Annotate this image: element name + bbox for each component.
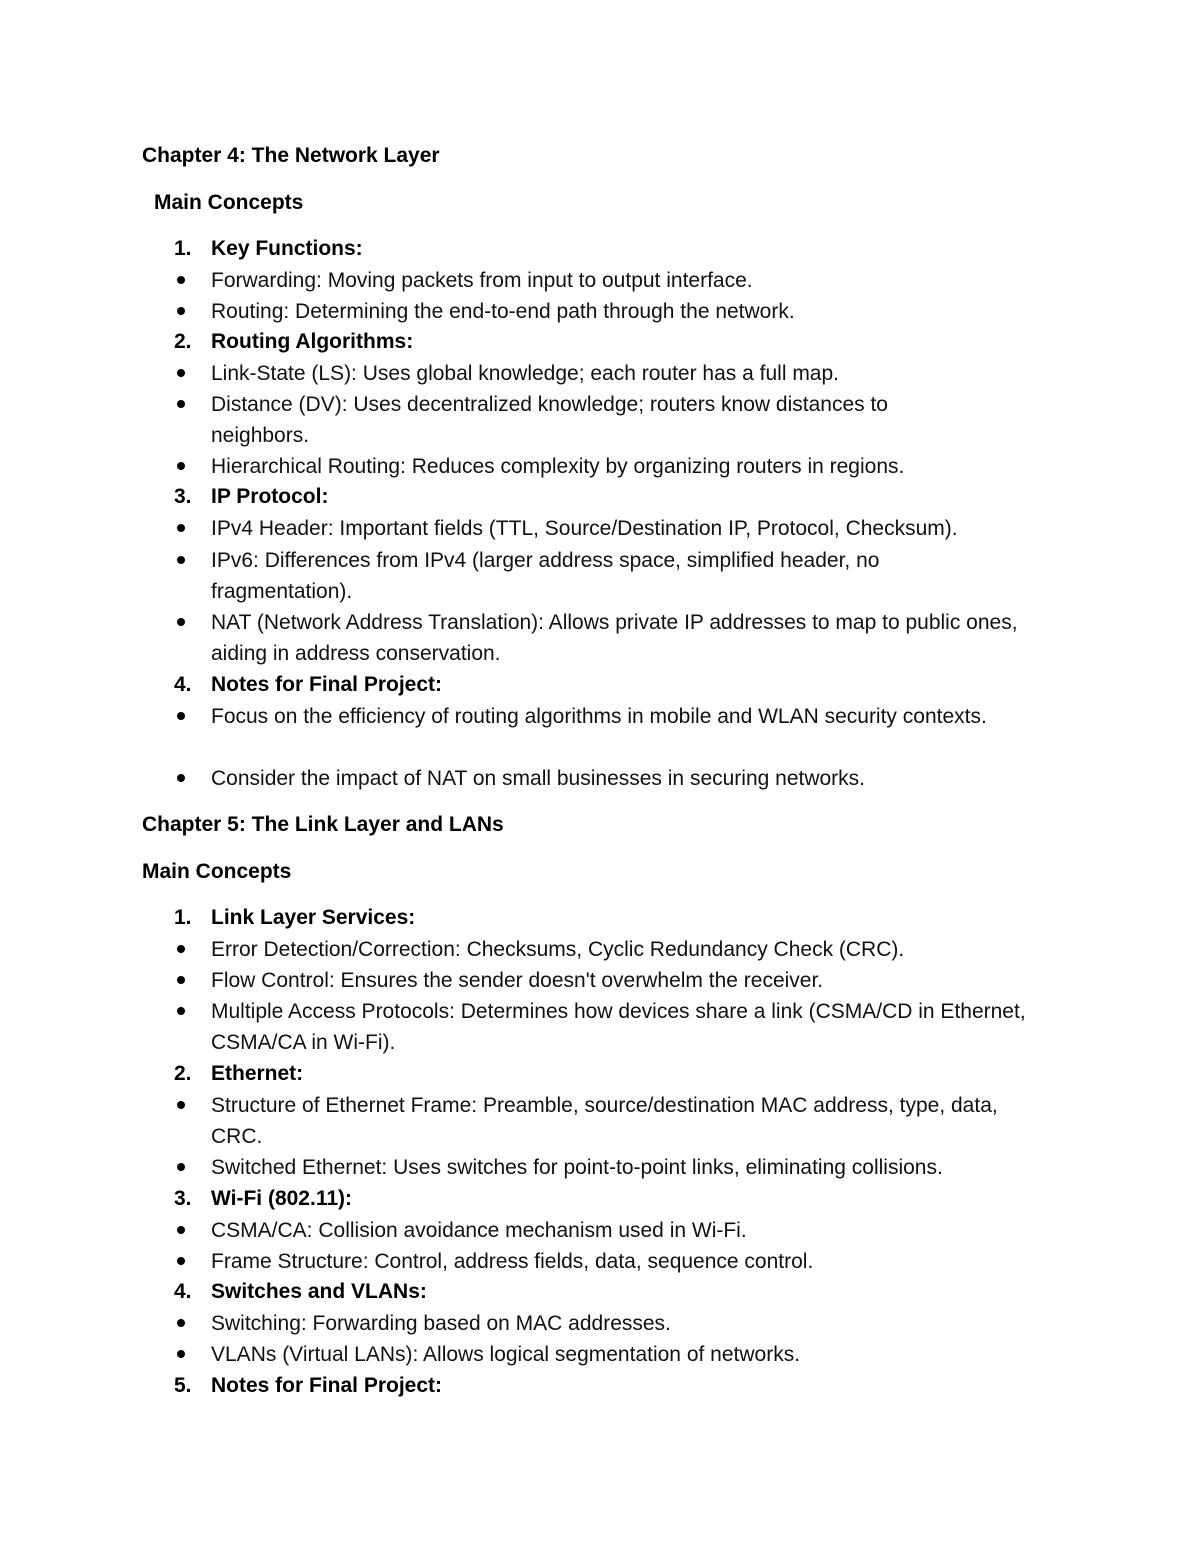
numbered-item: 1. Key Functions: bbox=[174, 237, 363, 260]
numbered-item: 1. Link Layer Services: bbox=[174, 906, 416, 929]
bullet-icon bbox=[177, 1350, 185, 1358]
numbered-item: 2. Routing Algorithms: bbox=[174, 330, 414, 353]
chapter-5-title: Chapter 5: The Link Layer and LANs bbox=[142, 813, 504, 836]
bullet-icon bbox=[177, 400, 185, 408]
numbered-item: 4. Notes for Final Project: bbox=[174, 673, 443, 696]
chapter-4-title: Chapter 4: The Network Layer bbox=[142, 144, 440, 167]
bullet-item: Forwarding: Moving packets from input to output interface. bbox=[177, 268, 1057, 296]
bullet-item: Link-State (LS): Uses global knowledge; each router has a full map. bbox=[177, 361, 1057, 389]
bullet-icon bbox=[177, 774, 185, 782]
bullet-item: Consider the impact of NAT on small businesses in securing networks. bbox=[177, 766, 1057, 794]
bullet-icon bbox=[177, 1007, 185, 1015]
bullet-icon bbox=[177, 1319, 185, 1327]
bullet-icon bbox=[177, 1163, 185, 1171]
bullet-item: VLANs (Virtual LANs): Allows logical segmentation of networks. bbox=[177, 1342, 1057, 1370]
bullet-icon bbox=[177, 945, 185, 953]
numbered-item: 5. Notes for Final Project: bbox=[174, 1374, 443, 1397]
bullet-item: Frame Structure: Control, address fields, data, sequence control. bbox=[177, 1249, 1057, 1277]
numbered-item: 3. IP Protocol: bbox=[174, 485, 329, 508]
bullet-item: Hierarchical Routing: Reduces complexity by organizing routers in regions. bbox=[177, 454, 1057, 482]
numbered-item: 3. Wi-Fi (802.11): bbox=[174, 1187, 353, 1210]
chapter-4-subtitle: Main Concepts bbox=[154, 191, 304, 214]
chapter-5-subtitle: Main Concepts bbox=[142, 860, 292, 883]
bullet-icon bbox=[177, 712, 185, 720]
bullet-item: CSMA/CA: Collision avoidance mechanism used in Wi-Fi. bbox=[177, 1218, 1057, 1246]
bullet-icon bbox=[177, 1226, 185, 1234]
bullet-item: Routing: Determining the end-to-end path through the network. bbox=[177, 299, 1057, 327]
bullet-item: Switching: Forwarding based on MAC addresses. bbox=[177, 1311, 1057, 1339]
bullet-item: Error Detection/Correction: Checksums, Cyclic Redundancy Check (CRC). bbox=[177, 937, 1057, 965]
numbered-item: 2. Ethernet: bbox=[174, 1062, 304, 1085]
numbered-item: 4. Switches and VLANs: bbox=[174, 1280, 427, 1303]
bullet-icon bbox=[177, 1101, 185, 1109]
bullet-icon bbox=[177, 976, 185, 984]
bullet-item: Distance (DV): Uses decentralized knowledge; routers know distances to neighbors. bbox=[177, 392, 977, 451]
bullet-item: IPv4 Header: Important fields (TTL, Source/Destination IP, Protocol, Checksum). bbox=[177, 516, 1057, 544]
bullet-item: Multiple Access Protocols: Determines how devices share a link (CSMA/CD in Ethernet, CSMA/CA in Wi-Fi). bbox=[177, 999, 1037, 1058]
bullet-item: Flow Control: Ensures the sender doesn't overwhelm the receiver. bbox=[177, 968, 1057, 996]
bullet-item: Switched Ethernet: Uses switches for point-to-point links, eliminating collisions. bbox=[177, 1155, 1057, 1183]
bullet-item: Focus on the efficiency of routing algorithms in mobile and WLAN security contexts. bbox=[177, 704, 997, 732]
bullet-icon bbox=[177, 524, 185, 532]
bullet-item: IPv6: Differences from IPv4 (larger address space, simplified header, no fragmentation). bbox=[177, 548, 977, 607]
bullet-icon bbox=[177, 462, 185, 470]
bullet-icon bbox=[177, 618, 185, 626]
bullet-icon bbox=[177, 556, 185, 564]
bullet-icon bbox=[177, 307, 185, 315]
bullet-item: NAT (Network Address Translation): Allows private IP addresses to map to public ones, aiding in address conservation. bbox=[177, 610, 1057, 669]
bullet-item: Structure of Ethernet Frame: Preamble, source/destination MAC address, type, data, CRC. bbox=[177, 1093, 1047, 1152]
bullet-icon bbox=[177, 276, 185, 284]
bullet-icon bbox=[177, 1257, 185, 1265]
bullet-icon bbox=[177, 369, 185, 377]
